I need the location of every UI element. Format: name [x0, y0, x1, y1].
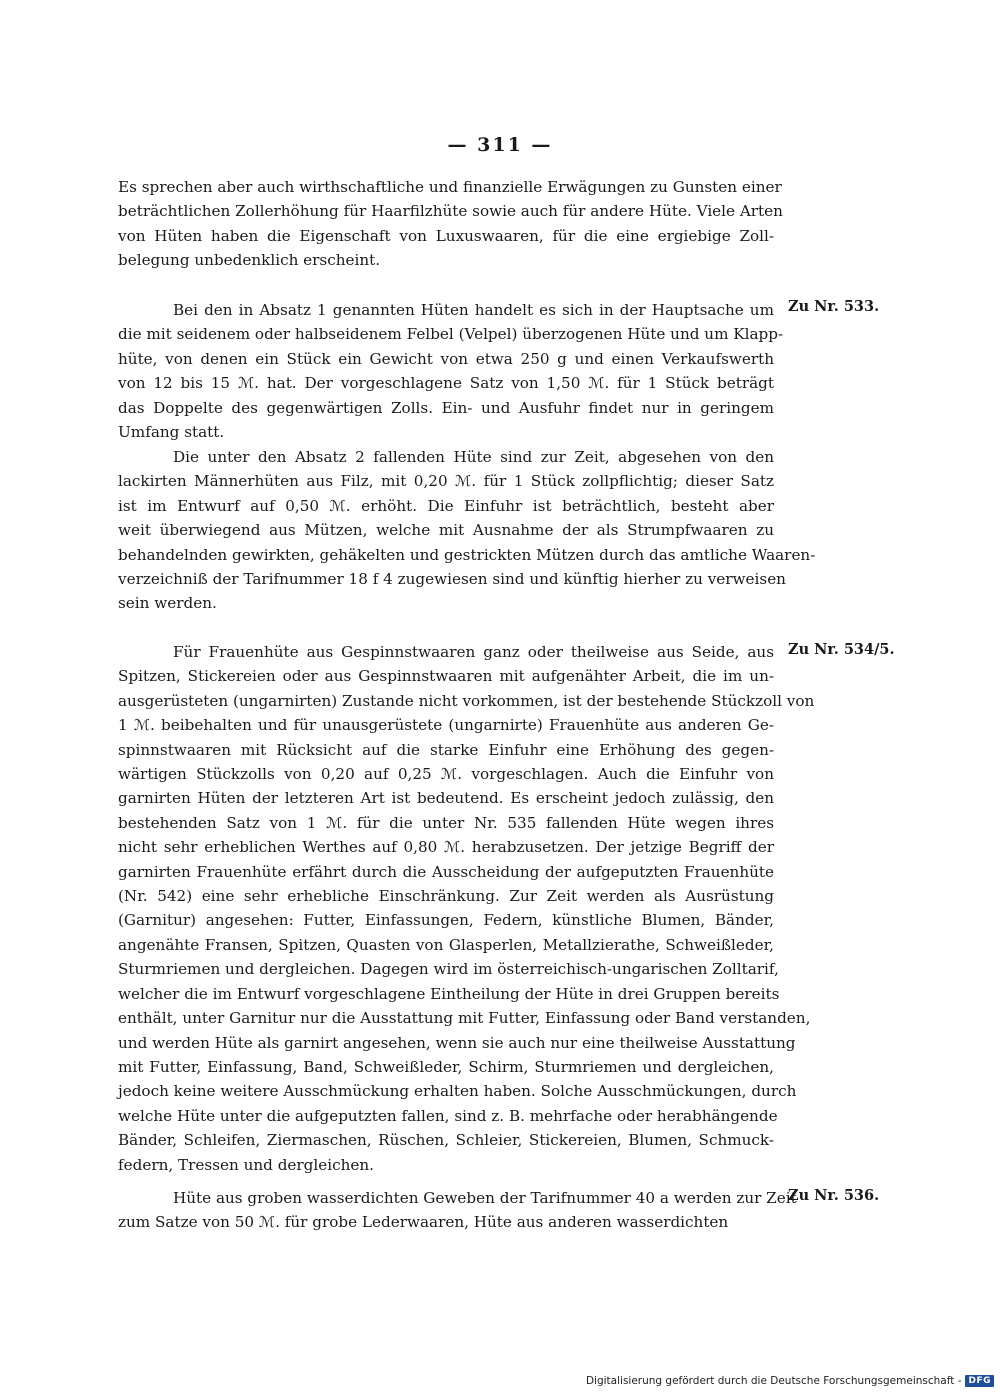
text-line: Bei den in Absatz 1 genannten Hüten handelt es sich in der Hauptsache um: [173, 301, 774, 319]
text-line: ausgerüsteten (ungarnirten) Zustande nicht vorkommen, ist der bestehende Stückzoll von: [118, 691, 815, 710]
text-line: garnirten Frauenhüte erfährt durch die Ausscheidung der aufgeputzten Frauenhüte: [118, 862, 774, 881]
text-line: sein werden.: [118, 594, 217, 613]
paragraph-4: [118, 640, 815, 1177]
text-line: 1 ℳ. beibehalten und für unausgerüstete (ungarnirte) Frauenhüte aus anderen Ge-: [118, 716, 774, 735]
paragraph-2: [118, 298, 784, 444]
text-line: weit überwiegend aus Mützen, welche mit Ausnahme der als Strumpfwaaren zu: [118, 521, 774, 540]
footer: [586, 1375, 994, 1387]
text-line: wärtigen Stückzolls von 0,20 auf 0,25 ℳ. vorgeschlagen. Auch die Einfuhr von: [118, 765, 774, 784]
text-line: das Doppelte des gegenwärtigen Zolls. Ein- und Ausfuhr findet nur in geringem: [118, 398, 774, 417]
text-line: welche Hüte unter die aufgeputzten fallen, sind z. B. mehrfache oder herabhängende: [118, 1106, 778, 1125]
text-line: von 12 bis 15 ℳ. hat. Der vorgeschlagene Satz von 1,50 ℳ. für 1 Stück beträgt: [118, 374, 774, 393]
margin-note-536: Zu Nr. 536.: [788, 1187, 880, 1204]
paragraph-5: [118, 1186, 797, 1235]
text-line: jedoch keine weitere Ausschmückung erhalten haben. Solche Ausschmückungen, durch: [118, 1082, 797, 1101]
text-line: spinnstwaaren mit Rücksicht auf die starke Einfuhr eine Erhöhung des gegen-: [118, 740, 774, 759]
text-line: nicht sehr erheblichen Werthes auf 0,80 ℳ. herabzusetzen. Der jetzige Begriff der: [118, 838, 774, 857]
margin-note-534-5: Zu Nr. 534/5.: [788, 641, 895, 658]
text-line: angenähte Fransen, Spitzen, Quasten von Glasperlen, Metallzierathe, Schweißleder,: [118, 935, 774, 954]
footer-text: Digitalisierung gefördert durch die Deutsche Forschungsgemeinschaft -: [585, 1375, 962, 1387]
text-line: mit Futter, Einfassung, Band, Schweißleder, Schirm, Sturmriemen und dergleichen,: [118, 1057, 774, 1076]
text-line: Hüte aus groben wasserdichten Geweben der Tarifnummer 40 a werden zur Zeit: [173, 1189, 797, 1207]
text-line: Bänder, Schleifen, Ziermaschen, Rüschen, Schleier, Stickereien, Blumen, Schmuck-: [118, 1131, 774, 1150]
paragraph-3: [118, 445, 816, 616]
page-number: — 311 —: [447, 134, 553, 156]
text-line: und werden Hüte als garnirt angesehen, wenn sie auch nur eine theilweise Ausstattung: [118, 1033, 796, 1052]
text-line: bestehenden Satz von 1 ℳ. für die unter Nr. 535 fallenden Hüte wegen ihres: [118, 813, 774, 832]
text-line: beträchtlichen Zollerhöhung für Haarfilzhüte sowie auch für andere Hüte. Viele Arten: [118, 202, 783, 221]
text-line: enthält, unter Garnitur nur die Ausstattung mit Futter, Einfassung oder Band verstanden,: [118, 1009, 811, 1028]
paragraph-1: [118, 175, 783, 273]
text-line: behandelnden gewirkten, gehäkelten und gestrickten Mützen durch das amtliche Waaren-: [118, 545, 816, 564]
text-line: Es sprechen aber auch wirthschaftliche und finanzielle Erwägungen zu Gunsten einer: [118, 178, 782, 196]
margin-note-533: Zu Nr. 533.: [788, 298, 880, 315]
text-line: Die unter den Absatz 2 fallenden Hüte sind zur Zeit, abgesehen von den: [173, 448, 774, 466]
dfg-logo: DFG: [965, 1375, 994, 1387]
text-line: (Garnitur) angesehen: Futter, Einfassungen, Federn, künstliche Blumen, Bänder,: [118, 911, 774, 930]
text-line: garnirten Hüten der letzteren Art ist bedeutend. Es erscheint jedoch zulässig, den: [118, 789, 774, 808]
text-line: verzeichniß der Tarifnummer 18 f 4 zugewiesen sind und künftig hierher zu verweisen: [118, 570, 786, 589]
text-line: belegung unbedenklich erscheint.: [118, 251, 381, 270]
text-line: Für Frauenhüte aus Gespinnstwaaren ganz oder theilweise aus Seide, aus: [173, 643, 774, 661]
text-line: Umfang statt.: [118, 423, 225, 442]
text-line: ist im Entwurf auf 0,50 ℳ. erhöht. Die Einfuhr ist beträchtlich, besteht aber: [118, 496, 774, 515]
text-line: zum Satze von 50 ℳ. für grobe Lederwaaren, Hüte aus anderen wasserdichten: [118, 1213, 729, 1232]
text-line: von Hüten haben die Eigenschaft von Luxuswaaren, für die eine ergiebige Zoll-: [118, 226, 774, 245]
text-line: (Nr. 542) eine sehr erhebliche Einschränkung. Zur Zeit werden als Ausrüstung: [118, 887, 774, 906]
text-line: federn, Tressen und dergleichen.: [118, 1155, 374, 1174]
text-line: welcher die im Entwurf vorgeschlagene Eintheilung der Hüte in drei Gruppen bereits: [118, 984, 780, 1003]
text-line: die mit seidenem oder halbseidenem Felbel (Velpel) überzogenen Hüte und um Klapp-: [118, 325, 784, 344]
text-line: Sturmriemen und dergleichen. Dagegen wird im österreichisch-ungarischen Zolltarif,: [118, 960, 779, 979]
text-line: lackirten Männerhüten aus Filz, mit 0,20 ℳ. für 1 Stück zollpflichtig; dieser Satz: [118, 472, 774, 491]
text-line: hüte, von denen ein Stück ein Gewicht von etwa 250 g und einen Verkaufswerth: [118, 349, 774, 368]
text-line: Spitzen, Stickereien oder aus Gespinnstwaaren mit aufgenähter Arbeit, die im un-: [118, 667, 774, 686]
